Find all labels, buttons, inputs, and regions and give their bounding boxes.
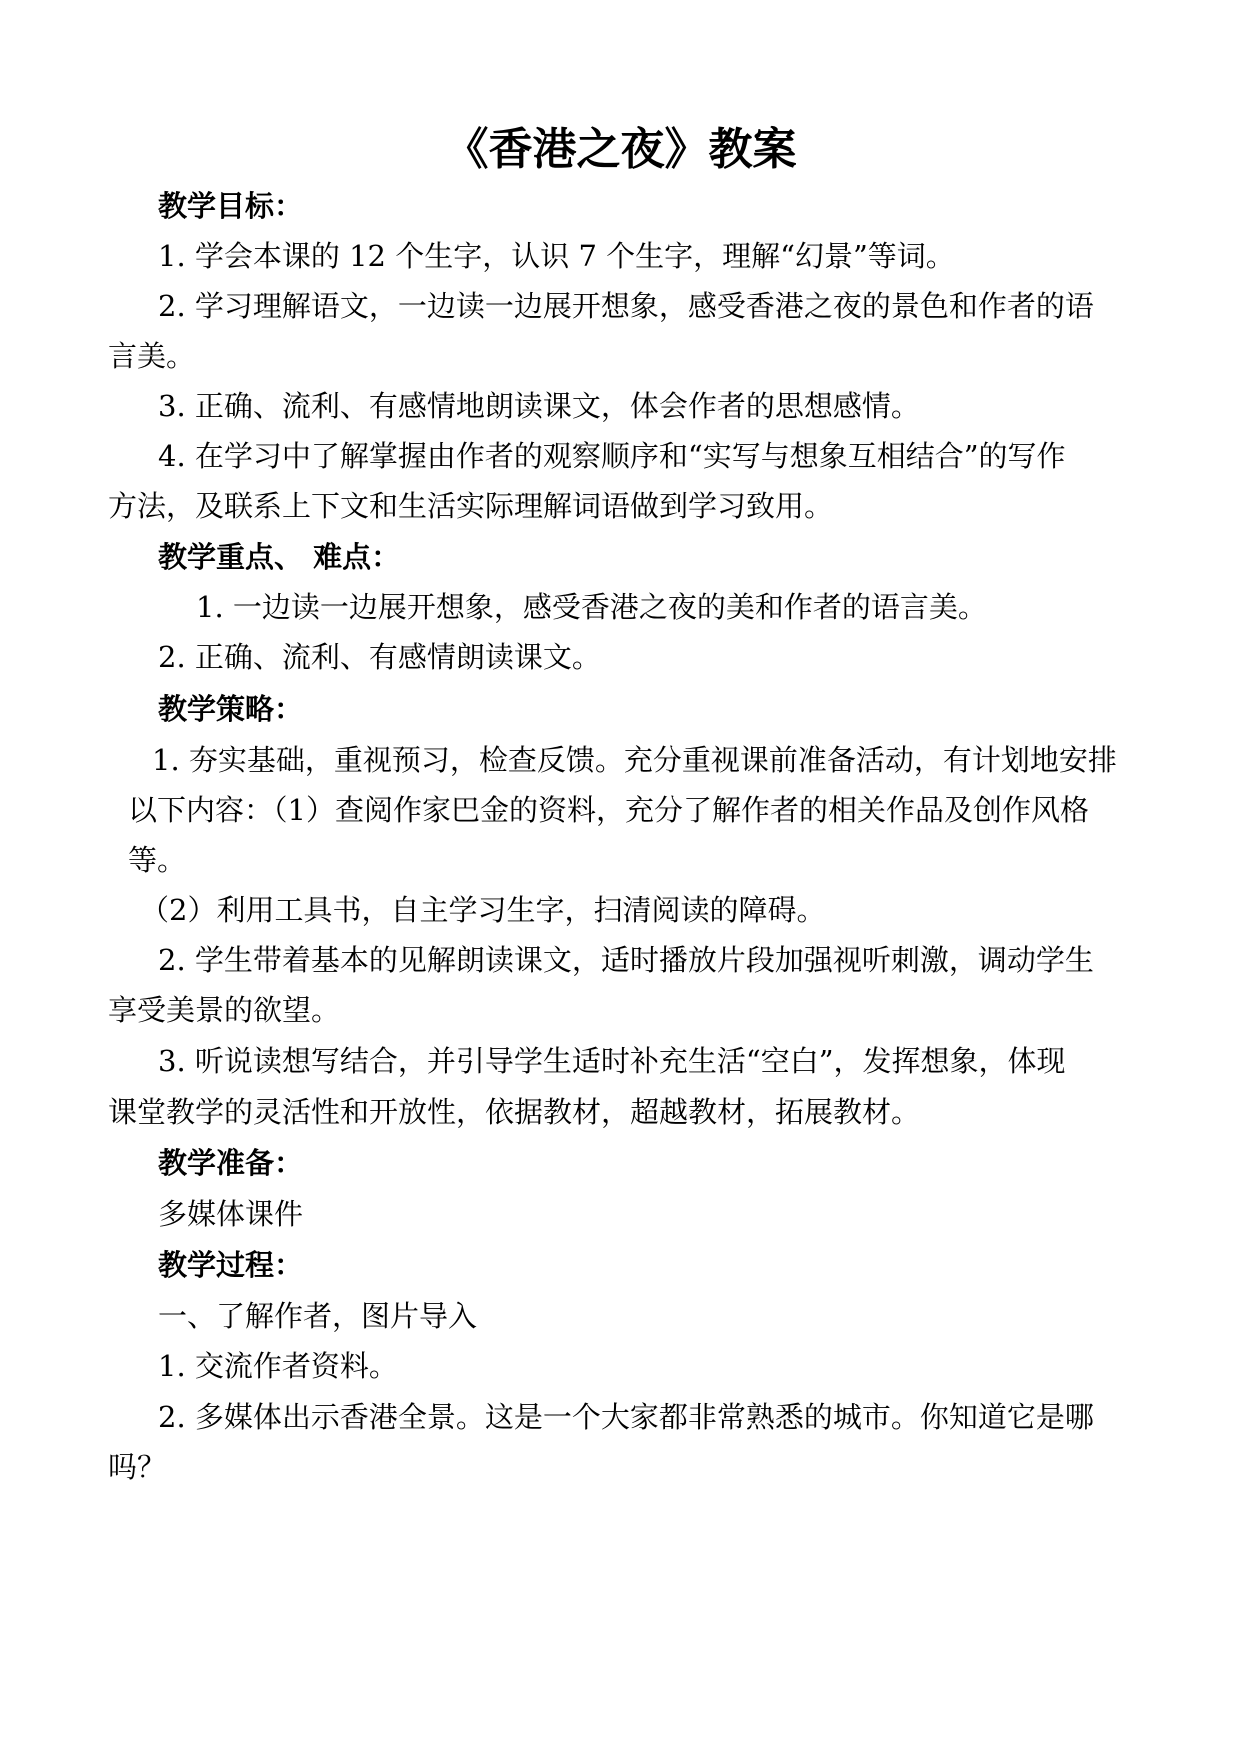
process-item-2-line-2: 吗？: [108, 1450, 167, 1484]
strategy-item-1-line-1: 1. 夯实基础，重视预习，检查反馈。充分重视课前准备活动，有计划地安排: [152, 743, 1117, 777]
strategy-item-3-line-1: 3. 听说读想写结合，并引导学生适时补充生活“空白”，发挥想象，体现: [158, 1044, 1066, 1078]
strategy-item-3-line-2: 课堂教学的灵活性和开放性，依据教材，超越教材，拓展教材。: [108, 1095, 921, 1129]
objective-item-2-line-1: 2. 学习理解语文，一边读一边展开想象，感受香港之夜的景色和作者的语: [158, 289, 1094, 323]
strategy-heading: 教学策略：: [158, 692, 304, 726]
process-heading: 教学过程：: [158, 1248, 304, 1282]
objective-item-4-line-2: 方法，及联系上下文和生活实际理解词语做到学习致用。: [108, 489, 834, 523]
strategy-item-1-line-4: （2）利用工具书，自主学习生字，扫清阅读的障碍。: [140, 893, 826, 927]
process-item-2-line-1: 2. 多媒体出示香港全景。这是一个大家都非常熟悉的城市。你知道它是哪: [158, 1400, 1094, 1434]
key-point-item-2: 2. 正确、流利、有感情朗读课文。: [158, 640, 601, 674]
process-section-1: 一、了解作者，图片导入: [158, 1299, 478, 1333]
strategy-item-1-line-3: 等。: [128, 843, 187, 877]
strategy-item-1-line-2: 以下内容：（1）查阅作家巴金的资料，充分了解作者的相关作品及创作风格: [128, 793, 1089, 827]
process-item-1: 1. 交流作者资料。: [158, 1349, 398, 1383]
document-title: 《香港之夜》教案: [444, 124, 797, 175]
strategy-item-2-line-2: 享受美景的欲望。: [108, 993, 341, 1027]
objective-item-1: 1. 学会本课的 12 个生字，认识 7 个生字，理解“幻景”等词。: [158, 239, 955, 273]
key-point-item-1: 1. 一边读一边展开想象，感受香港之夜的美和作者的语言美。: [196, 590, 987, 624]
preparation-content: 多媒体课件: [158, 1197, 304, 1231]
objectives-heading: 教学目标：: [158, 189, 304, 223]
preparation-heading: 教学准备：: [158, 1146, 304, 1180]
strategy-item-2-line-1: 2. 学生带着基本的见解朗读课文，适时播放片段加强视听刺激，调动学生: [158, 943, 1094, 977]
objective-item-4-line-1: 4. 在学习中了解掌握由作者的观察顺序和“实写与想象互相结合”的写作: [158, 439, 1066, 473]
objective-item-2-line-2: 言美。: [108, 339, 196, 373]
objective-item-3: 3. 正确、流利、有感情地朗读课文，体会作者的思想感情。: [158, 389, 920, 423]
key-points-heading: 教学重点、 难点：: [158, 540, 401, 574]
